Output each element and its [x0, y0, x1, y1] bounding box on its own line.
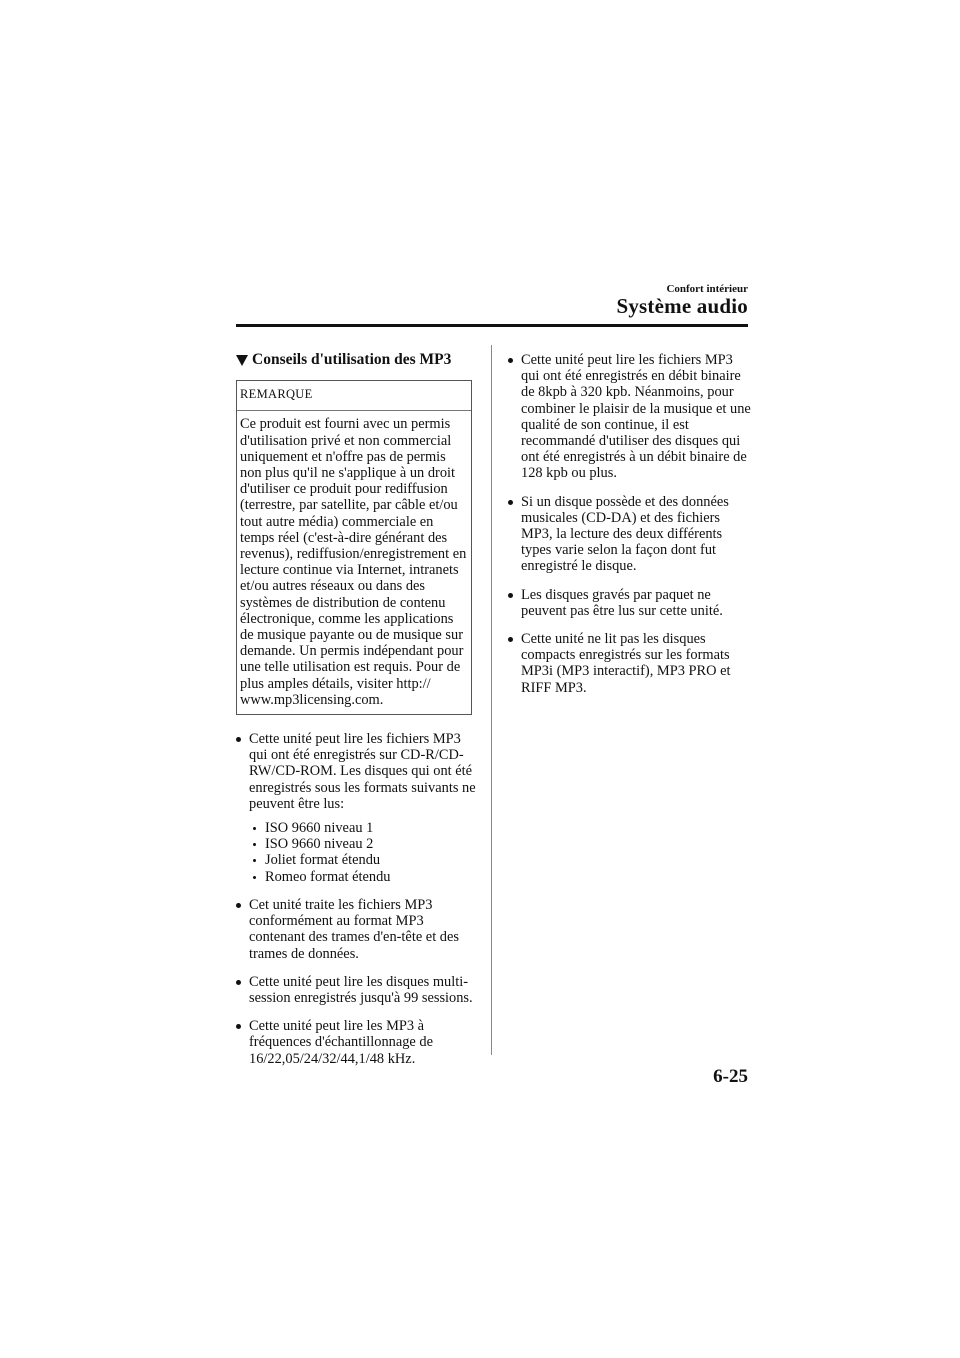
bullet-icon	[508, 593, 513, 598]
bullet-icon	[508, 637, 513, 642]
list-item	[508, 631, 752, 696]
format-item	[249, 852, 476, 868]
bullet-icon	[236, 980, 241, 985]
bullet-icon	[508, 358, 513, 363]
list-item	[236, 731, 476, 885]
triangle-down-icon	[236, 355, 248, 366]
list-item-text: Si un disque possède et des données musicales (CD-DA) et des fichiers MP3, la lecture des deux différents types varie selon la façon dont fut enregistré le disque.	[521, 493, 729, 575]
format-list	[249, 820, 476, 885]
list-item-text: Les disques gravés par paquet ne peuvent pas être lus sur cette unité.	[521, 586, 723, 619]
page-title: Système audio	[616, 294, 748, 318]
bullet-icon	[253, 876, 256, 879]
format-item	[249, 820, 476, 836]
list-item	[236, 974, 476, 1006]
note-title: REMARQUE	[237, 381, 471, 411]
bullet-icon	[253, 859, 256, 862]
left-column	[236, 352, 476, 1079]
bullet-icon	[236, 737, 241, 742]
header-rule	[236, 324, 748, 327]
format-item-text: Romeo format étendu	[265, 868, 391, 885]
list-item-text: Cet unité traite les fichiers MP3 conformément au format MP3 contenant des trames d'en-tête et des trames de données.	[249, 896, 459, 962]
format-item	[249, 869, 476, 885]
list-item-text: Cette unité peut lire les MP3 à fréquences d'échantillonnage de 16/22,05/24/32/44,1/48 kHz.	[249, 1018, 433, 1067]
bullet-icon	[253, 827, 256, 830]
section-label: Confort intérieur	[666, 283, 748, 295]
list-item	[236, 1018, 476, 1067]
list-item-text: Cette unité peut lire les fichiers MP3 qui ont été enregistrés en débit binaire de 8kpb à 320 kpb. Néanmoins, pour combiner le plaisir de la musique et une qualité de son continue, il est recommandé d'utiliser des disques qui ont été enregistrés à un débit binaire de 128 kpb ou plus.	[521, 352, 751, 482]
left-bullet-list	[236, 731, 476, 1067]
right-column	[508, 352, 752, 708]
format-item-text: Joliet format étendu	[265, 852, 381, 869]
bullet-icon	[253, 843, 256, 846]
note-box	[236, 380, 472, 715]
bullet-icon	[236, 1024, 241, 1029]
list-item	[508, 587, 752, 619]
column-divider	[491, 345, 492, 1055]
format-item	[249, 836, 476, 852]
list-item	[508, 352, 752, 482]
list-item-text: Cette unité ne lit pas les disques compacts enregistrés sur les formats MP3i (MP3 interactif), MP3 PRO et RIFF MP3.	[521, 631, 731, 696]
section-heading	[236, 352, 476, 368]
right-bullet-list	[508, 352, 752, 696]
page-number: 6-25	[713, 1066, 748, 1087]
list-item	[508, 494, 752, 575]
bullet-icon	[236, 903, 241, 908]
section-heading-text: Conseils d'utilisation des MP3	[252, 351, 452, 368]
list-item-text: Cette unité peut lire les disques multi-session enregistrés jusqu'à 99 sessions.	[249, 973, 473, 1006]
format-item-text: ISO 9660 niveau 2	[265, 836, 374, 853]
list-item-text: Cette unité peut lire les fichiers MP3 qui ont été enregistrés sur CD-R/CD-RW/CD-ROM. Les disques qui ont été enregistrés sous les formats suivants ne peuvent être lus:	[249, 731, 476, 812]
bullet-icon	[508, 500, 513, 505]
note-body: Ce produit est fourni avec un permis d'utilisation privé et non commercial uniquement et n'offre pas de permis non plus qu'il ne s'applique à un droit d'utiliser ce produit pour rediffusion (terrestre, par satellite, par câble et/ou tout autre média) commerciale en temps réel (c'est-à-dire générant des revenus), rediffusion/enregistrement en lecture continue via Internet, intranets et/ou autres réseaux ou dans des systèmes de distribution de contenu électronique, comme les applications de musique payante ou de musique sur demande. Un permis indépendant pour une telle utilisation est requis. Pour de plus amples détails, visiter http:// www.mp3licensing.com.	[240, 416, 467, 708]
list-item	[236, 897, 476, 962]
format-item-text: ISO 9660 niveau 1	[265, 820, 374, 837]
